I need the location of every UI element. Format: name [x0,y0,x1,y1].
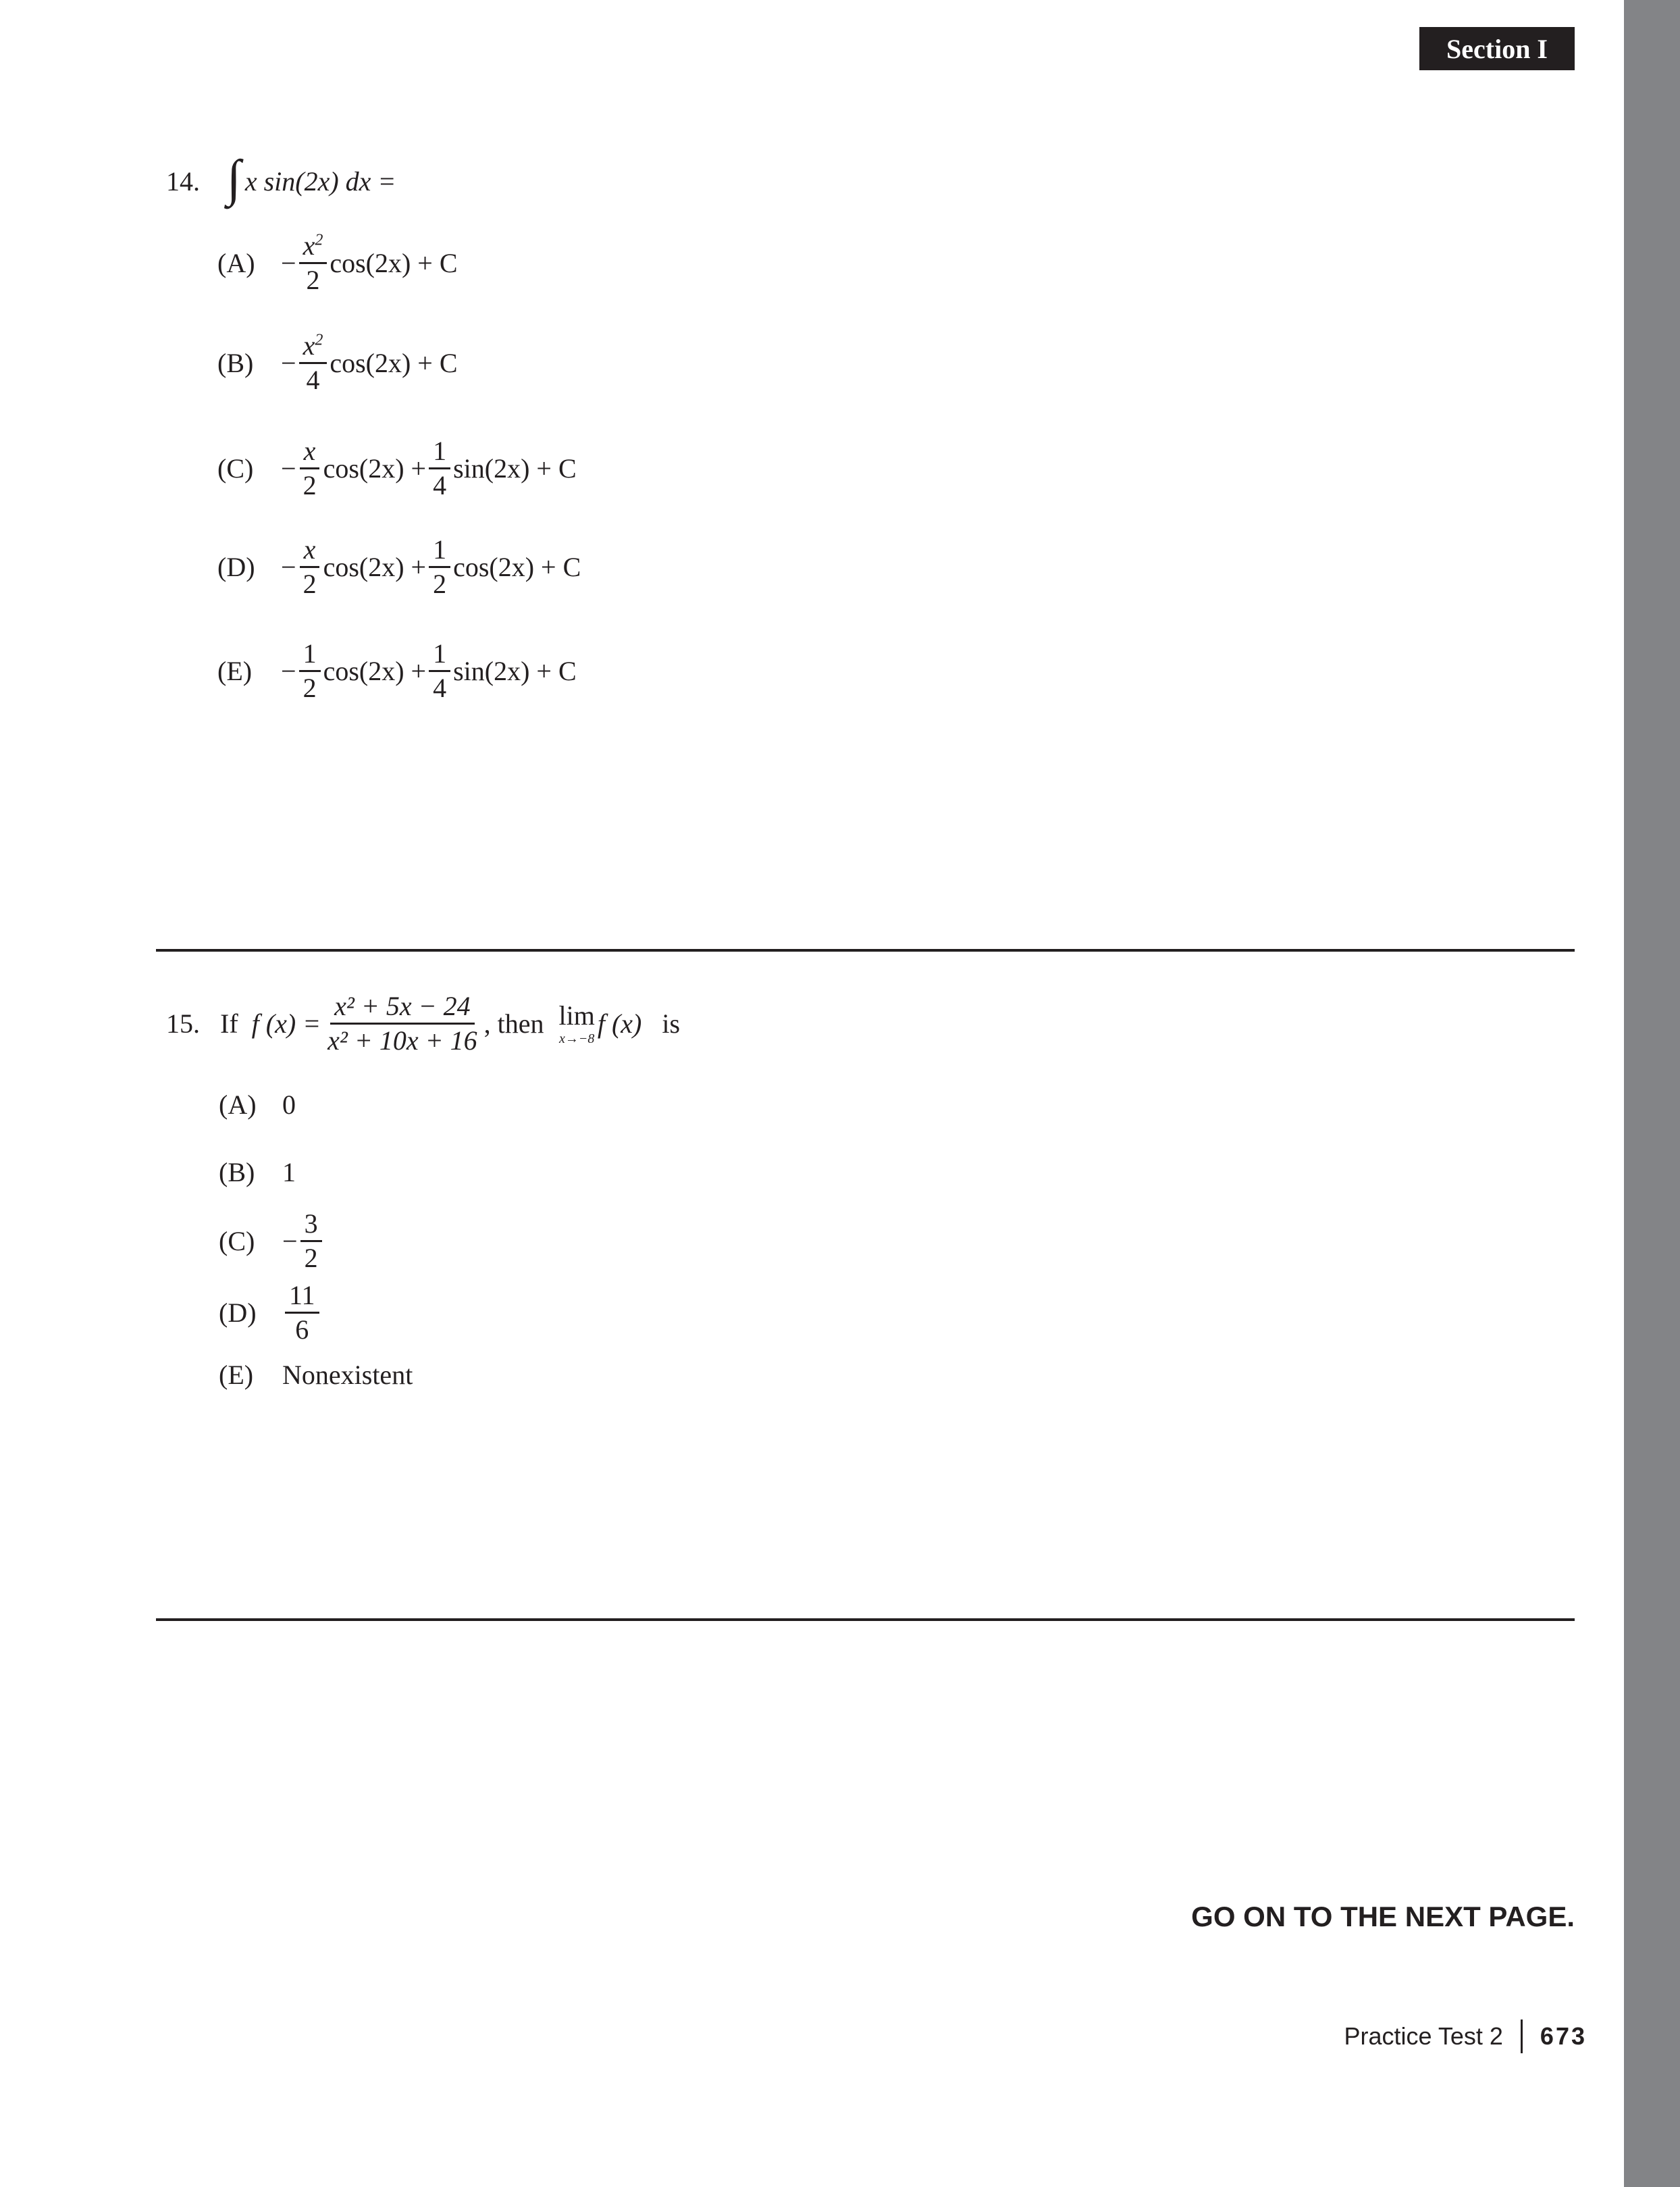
side-edge-bar [1624,0,1680,2187]
denominator-2: 2 [433,569,447,599]
section-label: Section I [1419,27,1575,70]
denominator: 2 [303,569,317,599]
choice-15-c[interactable] [219,1209,325,1273]
choice-value: Nonexistent [282,1360,413,1390]
question-number: 15. [166,1008,200,1039]
denominator-2: 4 [433,470,447,500]
choice-15-d[interactable] [219,1281,322,1345]
choice-14-c[interactable] [217,436,577,500]
choice-15-a[interactable] [219,1089,296,1121]
choice-15-e[interactable] [219,1359,413,1391]
numerator: 1 [299,639,321,672]
divider-rule [156,1618,1575,1621]
denominator: 6 [295,1314,309,1345]
term: cos(2x) + [323,552,427,582]
choice-15-b[interactable] [219,1156,296,1188]
fraction [299,436,321,500]
choice-value: 0 [282,1089,296,1120]
choice-value: 1 [282,1157,296,1187]
minus-sign: − [281,248,296,278]
denominator: 4 [306,365,320,395]
minus-sign: − [281,453,296,484]
fraction-2 [429,639,450,703]
numerator: x [303,330,315,361]
stem-then: , then [483,1008,544,1039]
integrand: x sin(2x) [244,165,339,197]
denominator: 2 [303,470,317,500]
numerator-2: 1 [429,436,450,469]
fraction [285,1281,319,1345]
limit-function: f (x) [597,1008,642,1039]
numerator: x [300,436,320,469]
page-number: 673 [1540,2022,1587,2050]
next-page-instruction: GO ON TO THE NEXT PAGE. [1191,1901,1575,1932]
test-name: Practice Test 2 [1344,2022,1503,2050]
choice-label: (D) [217,552,255,582]
fraction [299,535,321,599]
choice-label: (A) [219,1089,257,1120]
question-number: 14. [166,165,200,197]
minus-sign: − [281,348,296,378]
denominator: 2 [304,1243,318,1273]
divider-rule [156,949,1575,952]
numerator: x [303,230,315,261]
choice-14-a[interactable] [217,231,458,295]
choice-label: (C) [219,1226,255,1256]
function-name: f (x) = [251,1008,321,1039]
choice-label: (E) [219,1360,254,1390]
fraction [300,1209,322,1273]
numerator-2: 1 [429,535,450,568]
choice-14-d[interactable] [217,535,581,599]
numerator: x [300,535,320,568]
exponent: 2 [315,231,323,249]
term-2: sin(2x) + C [453,453,577,484]
fraction [299,639,321,703]
stem-lead: If [220,1008,238,1039]
minus-sign: − [282,1226,298,1256]
numerator-2: 1 [429,639,450,672]
page-footer [1283,2019,1587,2053]
term: cos(2x) + C [330,248,458,278]
question-14-stem [166,150,396,207]
choice-label: (E) [217,656,253,686]
term: cos(2x) + C [330,348,458,378]
fraction [299,231,327,295]
rational-fraction [323,992,481,1056]
choice-14-b[interactable] [217,331,458,395]
choice-14-e[interactable] [217,639,577,703]
minus-sign: − [281,552,296,582]
choice-label: (D) [219,1297,257,1328]
question-15-stem [166,992,680,1056]
fraction-2 [429,436,450,500]
denominator: 2 [306,265,320,295]
stem-tail: is [662,1008,681,1039]
choice-label: (B) [219,1157,255,1187]
numerator: 3 [300,1209,322,1242]
exponent: 2 [315,331,323,349]
term-2: cos(2x) + C [453,552,581,582]
fraction-2 [429,535,450,599]
fraction [299,331,327,395]
choice-label: (C) [217,453,254,484]
limit-operator [559,1002,595,1046]
term: cos(2x) + [323,656,427,686]
term: cos(2x) + [323,453,427,484]
denominator: x² + 10x + 16 [327,1025,477,1056]
integral-sign-icon: ∫ [227,150,241,207]
denominator-2: 4 [433,673,447,703]
numerator: 11 [285,1281,319,1314]
footer-divider [1521,2019,1523,2053]
differential: dx = [345,165,396,197]
denominator: 2 [303,673,317,703]
choice-label: (A) [217,248,255,278]
minus-sign: − [281,656,296,686]
numerator: x² + 5x − 24 [330,992,474,1025]
term-2: sin(2x) + C [453,656,577,686]
choice-label: (B) [217,348,254,378]
limit-subscript: x→−8 [558,1031,595,1046]
limit-word: lim [558,1000,595,1031]
